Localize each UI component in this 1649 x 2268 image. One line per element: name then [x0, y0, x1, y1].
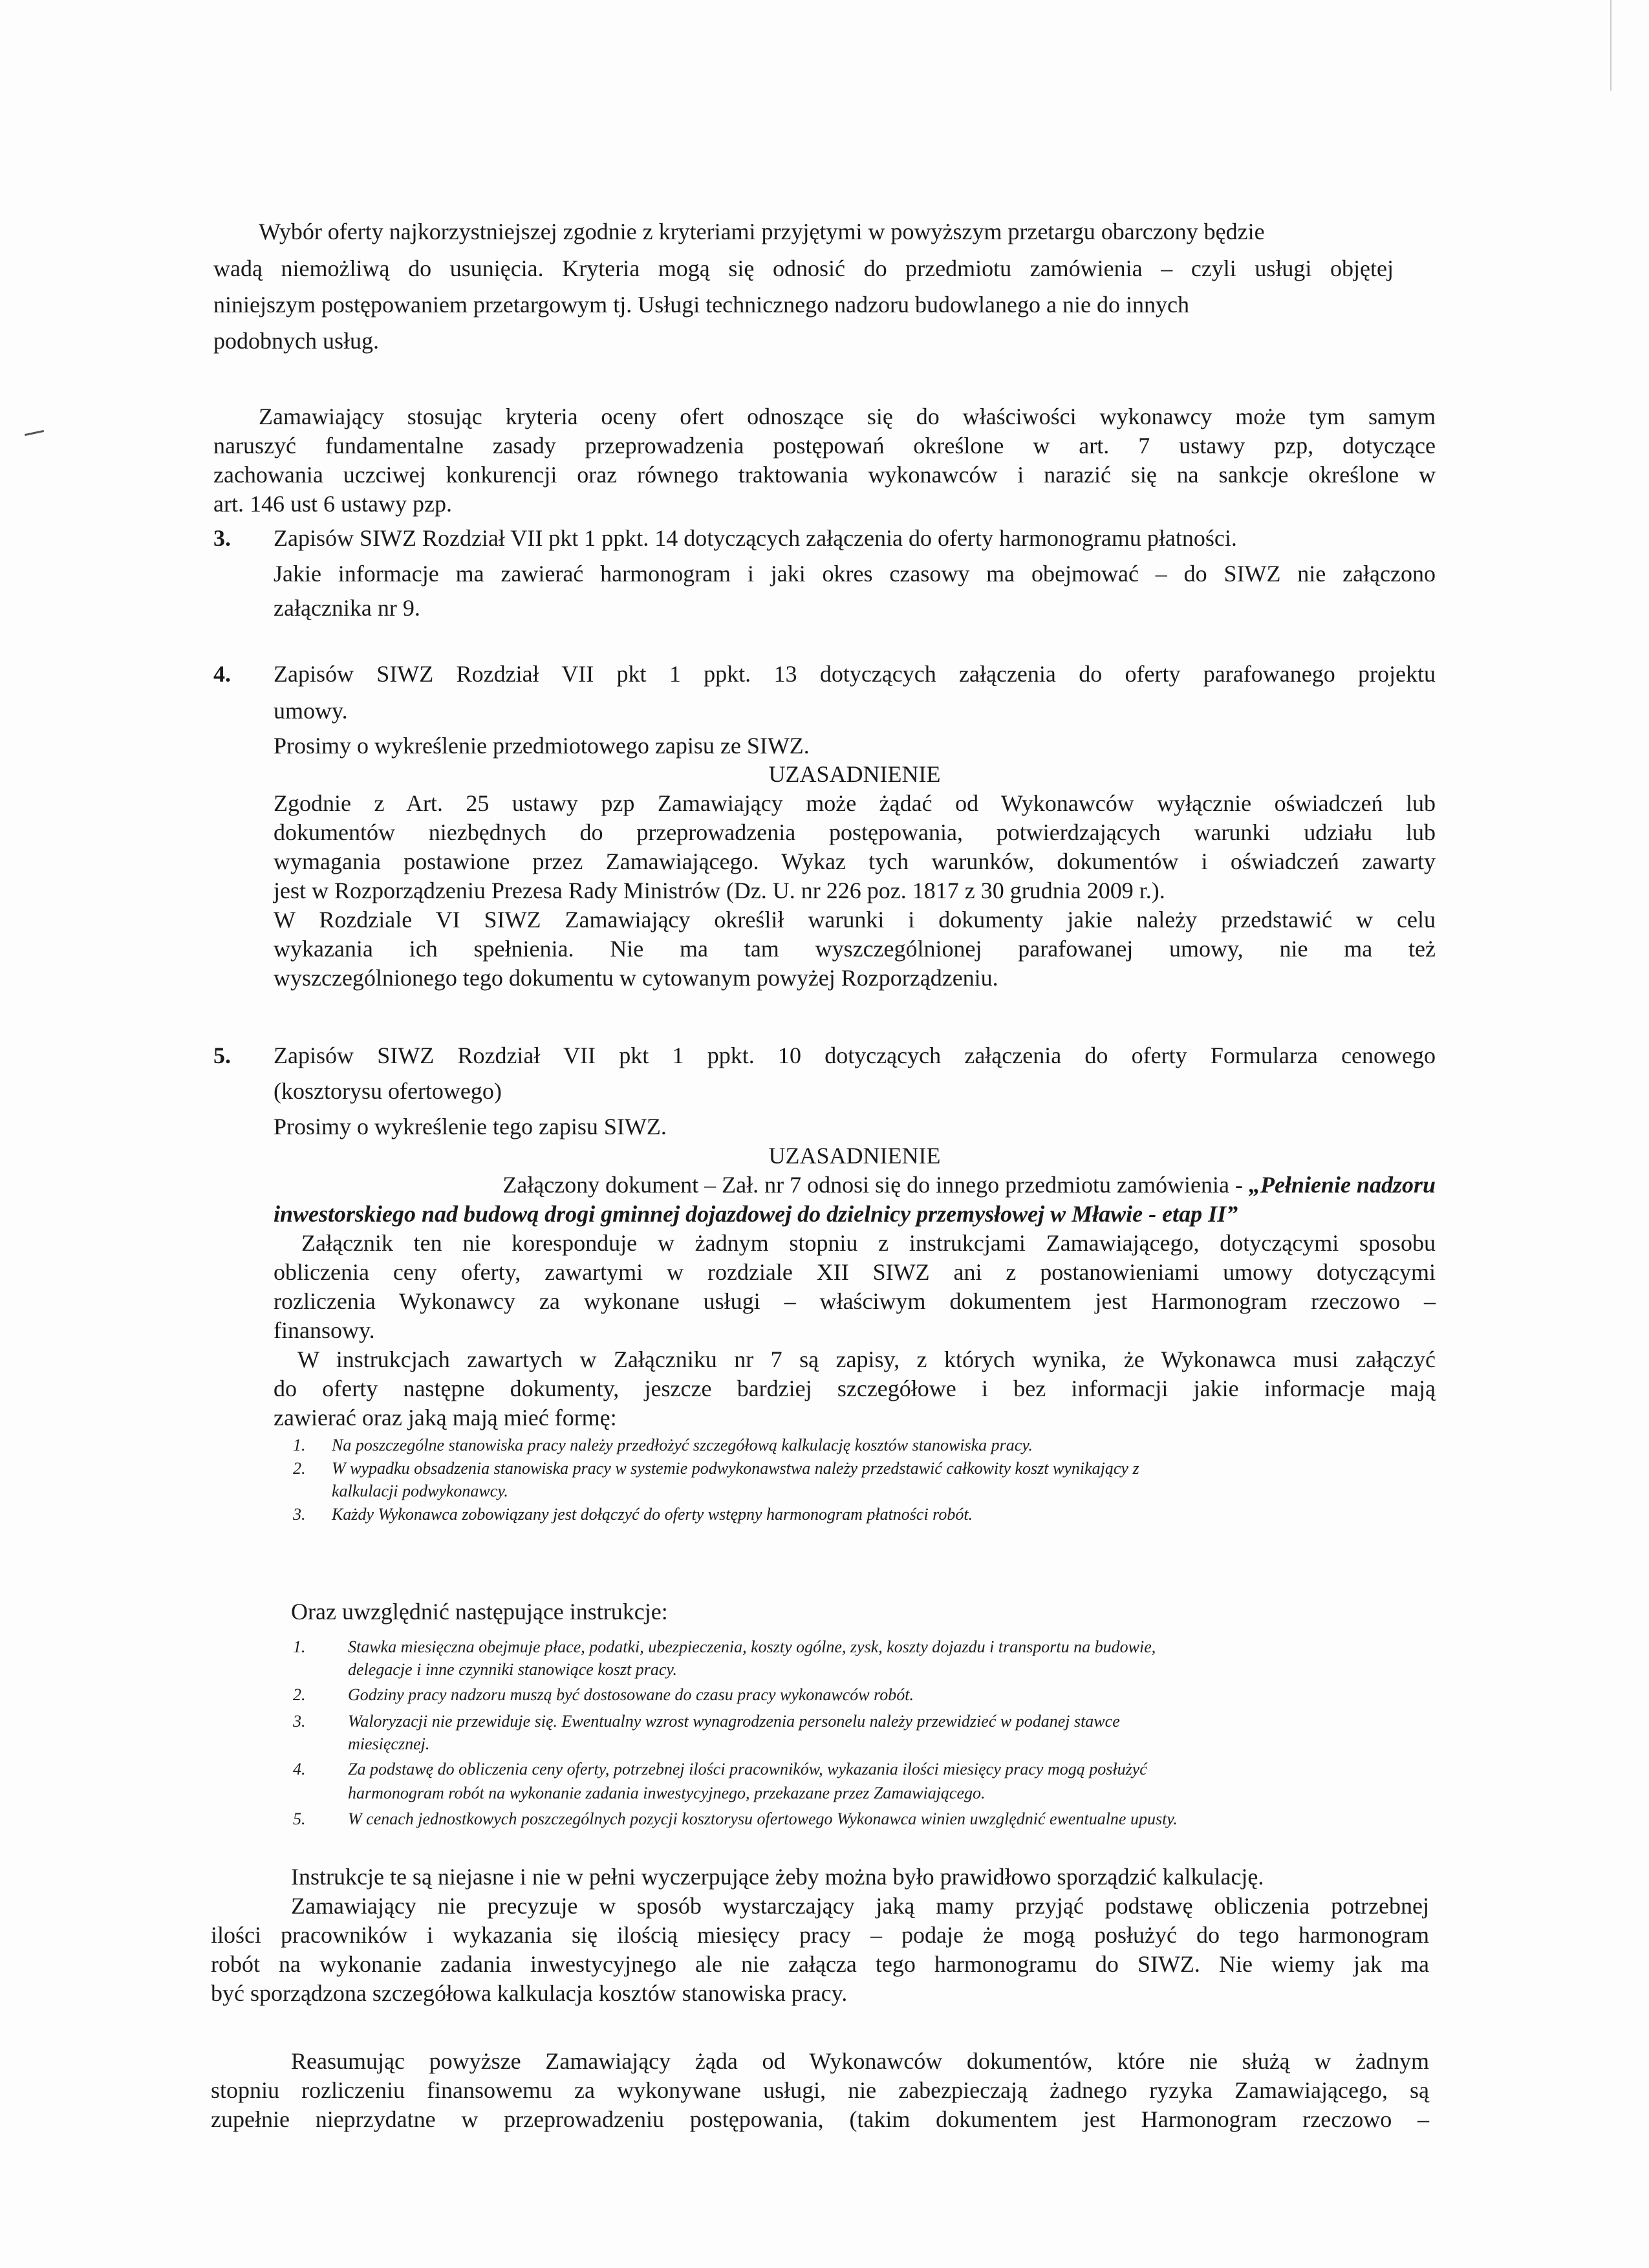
justification-line: wyszczególnionego tego dokumentu w cytowanym powyżej Rozporządzeniu. — [274, 965, 998, 991]
paragraph-line: naruszyć fundamentalne zasady przeprowadzenia postępowań określone w art. 7 ustawy pzp, dotyczące — [213, 433, 1436, 459]
list-item: Każdy Wykonawca zobowiązany jest dołączyć do oferty wstępny harmonogram płatności robót. — [332, 1505, 973, 1524]
justification-line: finansowy. — [274, 1317, 375, 1343]
justification-line: Załącznik ten nie koresponduje w żadnym stopniu z instrukcjami Zamawiającego, dotyczącymi sposobu — [301, 1230, 1436, 1256]
list-item: Stawka miesięczna obejmuje płace, podatki, ubezpieczenia, koszty ogólne, zysk, koszty dojazdu i transportu na budowie, — [348, 1637, 1156, 1656]
list-number: 2. — [293, 1459, 306, 1478]
list-number: 4. — [293, 1760, 306, 1778]
paragraph-line: robót na wykonanie zadania inwestycyjnego ale nie załącza tego harmonogramu do SIWZ. Nie wiemy jak ma — [211, 1951, 1429, 1977]
paragraph-line: Instrukcje te są niejasne i nie w pełni wyczerpujące żeby można było prawidłowo sporządzić kalkulację. — [291, 1864, 1264, 1890]
justification-line: rozliczenia Wykonawcy za wykonane usługi – właściwym dokumentem jest Harmonogram rzeczowo – — [274, 1288, 1436, 1314]
paragraph-line: Wybór oferty najkorzystniejszej zgodnie z kryteriami przyjętymi w powyższym przetargu obarczony będzie — [259, 219, 1265, 244]
paragraph-line: art. 146 ust 6 ustawy pzp. — [213, 491, 452, 517]
item-line: Prosimy o wykreślenie przedmiotowego zapisu ze SIWZ. — [274, 733, 810, 759]
list-item: Waloryzacji nie przewiduje się. Ewentualny wzrost wynagrodzenia personelu należy przewidzieć w podanej stawce — [348, 1712, 1120, 1731]
list-item: delegacje i inne czynniki stanowiące koszt pracy. — [348, 1660, 678, 1679]
list-number: 1. — [293, 1436, 306, 1454]
list-item: Godziny pracy nadzoru muszą być dostosowane do czasu pracy wykonawców robót. — [348, 1685, 914, 1704]
item-line: Zapisów SIWZ Rozdział VII pkt 1 ppkt. 14 dotyczących załączenia do oferty harmonogramu płatności. — [274, 525, 1237, 551]
paragraph-line: ilości pracowników i wykazania się ilością miesięcy pracy – podaje że mogą posłużyć do tego harmonogram — [211, 1922, 1429, 1948]
justification-line: obliczenia ceny oferty, zawartymi w rozdziale XII SIWZ ani z postanowieniami umowy dotyczącymi — [274, 1259, 1436, 1285]
justification-line: Zgodnie z Art. 25 ustawy pzp Zamawiający może żądać od Wykonawców wyłącznie oświadczeń lub — [274, 790, 1436, 816]
justification-line: W instrukcjach zawartych w Załączniku nr 7 są zapisy, z których wynika, że Wykonawca musi załączyć — [297, 1346, 1436, 1372]
justification-line: wykazania ich spełnienia. Nie ma tam wyszczególnionej parafowanej umowy, nie ma też — [274, 936, 1436, 962]
list-item: W cenach jednostkowych poszczególnych pozycji kosztorysu ofertowego Wykonawca winien uwzględnić ewentualne upusty. — [348, 1809, 1178, 1828]
list-item: kalkulacji podwykonawcy. — [332, 1482, 508, 1500]
attachment-bold-text: „Pełnienie nadzoru — [1248, 1172, 1436, 1198]
item-line: Zapisów SIWZ Rozdział VII pkt 1 ppkt. 13 dotyczących załączenia do oferty parafowanego projektu — [274, 661, 1436, 687]
attachment-title-line: inwestorskiego nad budową drogi gminnej dojazdowej do dzielnicy przemysłowej w Mławie - etap II” — [274, 1201, 1238, 1227]
paragraph-line: Zamawiający stosując kryteria oceny ofert odnoszące się do właściwości wykonawcy może tym samym — [259, 404, 1436, 429]
list-item: W wypadku obsadzenia stanowiska pracy w systemie podwykonawstwa należy przedstawić całkowity koszt wynikający z — [332, 1459, 1139, 1478]
item-line: Zapisów SIWZ Rozdział VII pkt 1 ppkt. 10 dotyczących załączenia do oferty Formularza cenowego — [274, 1042, 1436, 1068]
justification-line: wymagania postawione przez Zamawiającego. Wykaz tych warunków, dokumentów i oświadczeń zawarty — [274, 848, 1436, 874]
item-number: 5. — [213, 1042, 231, 1068]
paragraph-line: zachowania uczciwej konkurencji oraz równego traktowania wykonawców i narazić się na sankcje określone w — [213, 462, 1436, 488]
paragraph-line: Reasumując powyższe Zamawiający żąda od Wykonawców dokumentów, które nie służą w żadnym — [291, 2048, 1429, 2074]
paragraph-line: zupełnie nieprzydatne w przeprowadzeniu postępowania, (takim dokumentem jest Harmonogram rzeczowo – — [211, 2106, 1429, 2132]
list-item: Za podstawę do obliczenia ceny oferty, potrzebnej ilości pracowników, wykazania ilości miesięcy pracy mogą posłużyć — [348, 1760, 1147, 1778]
item-line: Prosimy o wykreślenie tego zapisu SIWZ. — [274, 1114, 667, 1139]
paragraph-line: być sporządzona szczegółowa kalkulacja kosztów stanowiska pracy. — [211, 1980, 848, 2006]
item-line: Jakie informacje ma zawierać harmonogram i jaki okres czasowy ma obejmować – do SIWZ nie załączono — [274, 561, 1436, 587]
list-number: 5. — [293, 1809, 306, 1828]
justification-line: dokumentów niezbędnych do przeprowadzenia postępowania, potwierdzających warunki udziału lub — [274, 819, 1436, 845]
paragraph-line: niniejszym postępowaniem przetargowym tj. Usługi technicznego nadzoru budowlanego a nie do innych — [213, 292, 1189, 318]
attachment-title-line — [312, 1171, 1436, 1200]
item-number: 4. — [213, 661, 231, 687]
list-item: miesięcznej. — [348, 1734, 430, 1753]
item-line: (kosztorysu ofertowego) — [274, 1078, 502, 1104]
instructions-heading: Oraz uwzględnić następujące instrukcje: — [291, 1599, 668, 1625]
item-line: umowy. — [274, 698, 348, 724]
list-number: 1. — [293, 1637, 306, 1656]
section-heading: UZASADNIENIE — [768, 761, 941, 787]
paragraph-line: stopniu rozliczeniu finansowemu za wykonywane usługi, nie zabezpieczają żadnego ryzyka Zamawiającego, są — [211, 2077, 1429, 2103]
list-item: harmonogram robót na wykonanie zadania inwestycyjnego, przekazane przez Zamawiającego. — [348, 1784, 986, 1802]
paragraph-line: wadą niemożliwą do usunięcia. Kryteria mogą się odnosić do przedmiotu zamówienia – czyli usługi objętej — [213, 255, 1394, 281]
list-number: 2. — [293, 1685, 306, 1704]
paragraph-line: podobnych usług. — [213, 328, 379, 354]
item-line: załącznika nr 9. — [274, 595, 420, 621]
list-number: 3. — [293, 1712, 306, 1731]
list-item: Na poszczególne stanowiska pracy należy przedłożyć szczegółową kalkulację kosztów stanowiska pracy. — [332, 1436, 1033, 1454]
justification-line: do oferty następne dokumenty, jeszcze bardziej szczegółowe i bez informacji jakie informacje mają — [274, 1376, 1436, 1401]
pen-mark — [25, 430, 44, 436]
section-heading: UZASADNIENIE — [768, 1143, 941, 1169]
justification-line: zawierać oraz jaką mają mieć formę: — [274, 1405, 617, 1431]
justification-line: jest w Rozporządzeniu Prezesa Rady Ministrów (Dz. U. nr 226 poz. 1817 z 30 grudnia 2009 r.). — [274, 878, 1165, 903]
item-number: 3. — [213, 525, 231, 551]
justification-line: W Rozdziale VI SIWZ Zamawiający określił warunki i dokumenty jakie należy przedstawić w celu — [274, 907, 1436, 933]
list-number: 3. — [293, 1505, 306, 1524]
scan-edge-line — [1610, 0, 1611, 91]
attachment-plain-text: Załączony dokument – Zał. nr 7 odnosi się do innego przedmiotu zamówienia - — [502, 1172, 1249, 1198]
paragraph-line: Zamawiający nie precyzuje w sposób wystarczający jaką mamy przyjąć podstawę obliczenia potrzebnej — [291, 1893, 1429, 1919]
